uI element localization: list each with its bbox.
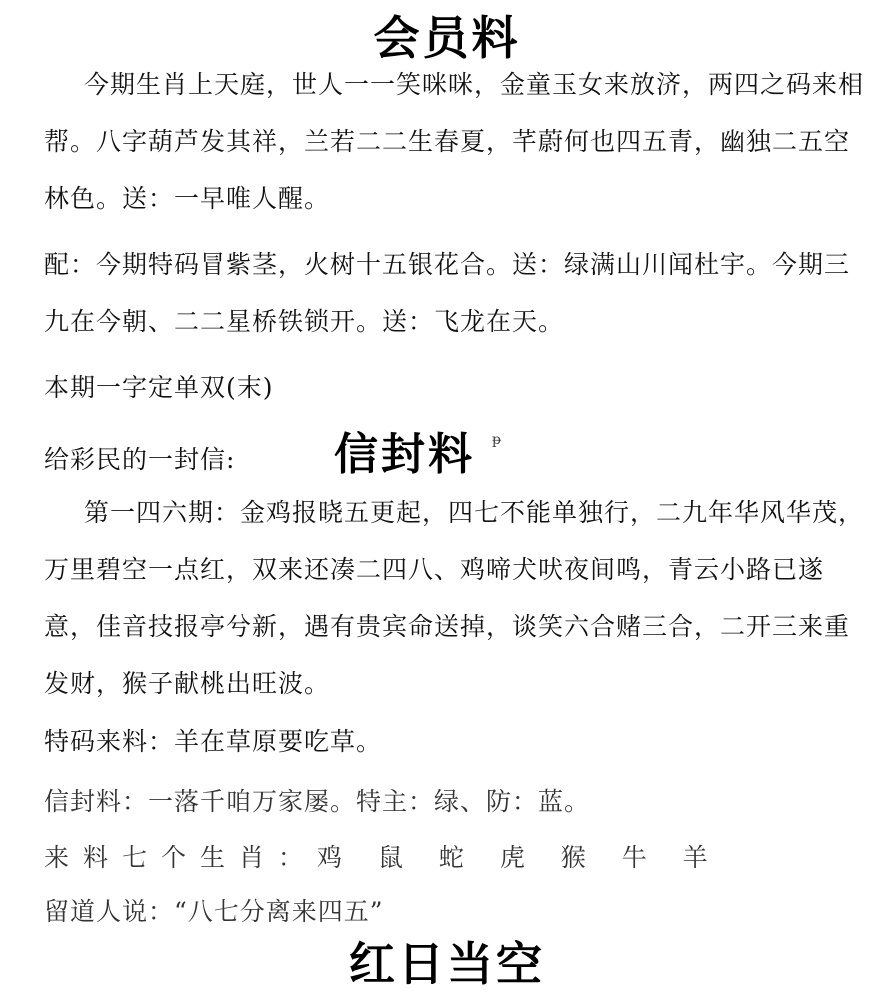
letter-paragraph: 第一四六期：金鸡报晓五更起，四七不能单独行，二九年华风华茂，万里碧空一点红，双来还凑二四八、鸡啼犬吠夜间鸣，青云小路已遂意，佳音技报亭兮新，遇有贵宾命送掉，谈笑六合赌三合，二开三来重发财，猴子献桃出旺波。 xyxy=(44,498,865,698)
letter-material-line: 信封料：一落千咱万家屡。特主：绿、防：蓝。 xyxy=(44,787,591,816)
letter-title: 信封料 xyxy=(334,429,475,480)
taoist-says-line: 留道人说：“八七分离来四五” xyxy=(44,897,384,926)
letter-label: 给彩民的一封信: xyxy=(44,445,236,474)
member-paragraph-2: 配：今期特码冒紫茎，火树十五银花合。送：绿满山川闻杜宇。今期三九在今朝、二二星桥铁锁开。送：飞龙在天。 xyxy=(44,250,851,336)
special-code-line: 特码来料：羊在草原要吃草。 xyxy=(44,727,383,756)
seven-zodiac-line: 来料七个生肖：鸡 鼠 蛇 虎 猴 牛 羊 xyxy=(44,843,722,872)
scan-speck: ᵽ xyxy=(492,432,501,448)
single-double-line: 本期一字定单双(末) xyxy=(44,373,274,402)
bottom-title: 红日当空 xyxy=(349,937,545,991)
member-paragraph-1: 今期生肖上天庭，世人一一笑咪咪，金童玉女来放济，两四之码来相帮。八字葫芦发其祥，兰若二二生春夏，芊蔚何也四五青，幽独二五空林色。送：一早唯人醒。 xyxy=(44,70,865,213)
member-title: 会员料 xyxy=(373,11,521,65)
